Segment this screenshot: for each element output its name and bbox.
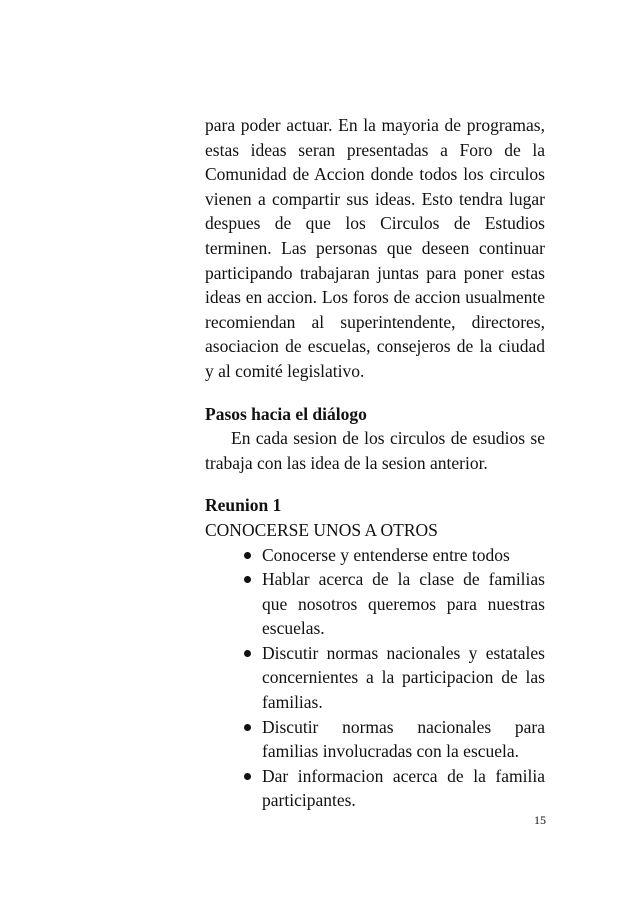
bullet-icon <box>244 576 251 583</box>
page-content <box>205 113 545 813</box>
spacer <box>205 475 545 493</box>
list-item-text: Conocerse y entenderse entre todos <box>262 544 510 565</box>
list-item-text: Hablar acerca de la clase de familias que nosotros queremos para nuestras escuelas. <box>262 569 545 639</box>
list-item-text: Discutir normas nacionales y estatales concernientes a la participacion de las familias. <box>262 642 545 713</box>
list-item <box>262 764 545 813</box>
meeting-heading: Reunion 1 <box>205 495 282 516</box>
page-number: 15 <box>534 813 546 827</box>
section-heading: Pasos hacia el diálogo <box>205 403 367 424</box>
meeting-subheading: CONOCERSE UNOS A OTROS <box>205 519 438 540</box>
bullet-icon <box>244 552 251 559</box>
list-item <box>262 715 545 764</box>
list-item <box>262 567 545 641</box>
bullet-list <box>205 543 545 814</box>
list-item-text: Discutir normas nacionales para familias involucradas con la escuela. <box>262 716 545 762</box>
spacer <box>205 384 545 402</box>
intro-paragraph: para poder actuar. En la mayoria de programas, estas ideas seran presentadas a Foro de la Comunidad de Accion donde todos los circulos vienen a compartir sus ideas. Esto tendra lugar despues de que los Circulos de Estudios terminen. Las personas que deseen continuar participando trabajaran juntas para poner estas ideas en accion. Los foros de accion usualmente recomiendan al superintendente, directores, asociacion de escuelas, consejeros de la ciudad y al comité legislativo. <box>205 115 545 381</box>
bullet-icon <box>244 724 251 731</box>
bullet-icon <box>244 773 251 780</box>
list-item <box>262 641 545 715</box>
list-item <box>262 543 545 568</box>
list-item-text: Dar informacion acerca de la familia participantes. <box>262 765 545 811</box>
bullet-icon <box>244 650 251 657</box>
section-paragraph: En cada sesion de los circulos de esudios se trabaja con las idea de la sesion anterior. <box>205 428 545 473</box>
